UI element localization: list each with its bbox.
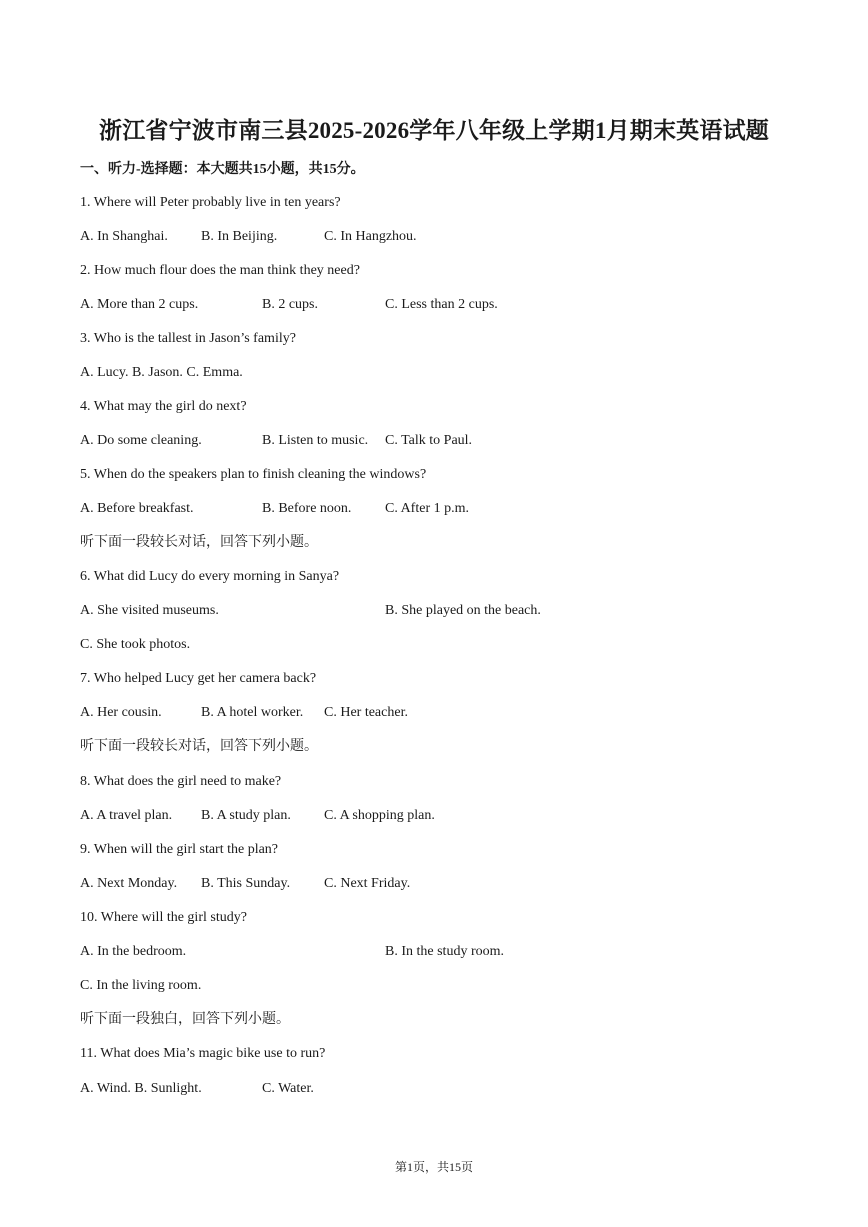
q4-option-b: B. Listen to music. bbox=[262, 433, 369, 448]
q8-option-c: C. A shopping plan. bbox=[324, 808, 435, 823]
question-1: 1. Where will Peter probably live in ten years? bbox=[80, 195, 341, 210]
question-3: 3. Who is the tallest in Jason’s family? bbox=[80, 331, 296, 346]
q5-option-a: A. Before breakfast. bbox=[80, 501, 194, 516]
instruction-monologue: 听下面一段独白，回答下列小题。 bbox=[80, 1012, 290, 1027]
q4-option-a: A. Do some cleaning. bbox=[80, 433, 202, 448]
instruction-dialogue-2: 听下面一段较长对话，回答下列小题。 bbox=[80, 739, 318, 754]
q7-option-a: A. Her cousin. bbox=[80, 705, 162, 720]
q8-option-b: B. A study plan. bbox=[201, 808, 291, 823]
q2-option-a: A. More than 2 cups. bbox=[80, 297, 199, 312]
q10-option-b: B. In the study room. bbox=[385, 944, 504, 959]
question-8: 8. What does the girl need to make? bbox=[80, 774, 282, 789]
q5-option-c: C. After 1 p.m. bbox=[385, 501, 469, 516]
page-footer: 第1页，共15页 bbox=[394, 1160, 473, 1174]
q11-option-ab: A. Wind. B. Sunlight. bbox=[80, 1081, 202, 1096]
q11-option-c: C. Water. bbox=[262, 1081, 314, 1096]
q6-option-b: B. She played on the beach. bbox=[385, 603, 541, 618]
q1-option-a: A. In Shanghai. bbox=[80, 229, 168, 244]
section-heading: 一、听力-选择题：本大题共15小题，共15分。 bbox=[80, 162, 365, 177]
q10-option-c: C. In the living room. bbox=[80, 978, 202, 993]
q1-option-b: B. In Beijing. bbox=[201, 229, 278, 244]
q9-option-a: A. Next Monday. bbox=[80, 876, 178, 891]
question-11: 11. What does Mia’s magic bike use to run? bbox=[80, 1046, 326, 1061]
q9-option-c: C. Next Friday. bbox=[324, 876, 411, 891]
question-9: 9. When will the girl start the plan? bbox=[80, 842, 279, 857]
question-10: 10. Where will the girl study? bbox=[80, 910, 247, 925]
instruction-dialogue-1: 听下面一段较长对话，回答下列小题。 bbox=[80, 535, 318, 550]
q5-option-b: B. Before noon. bbox=[262, 501, 352, 516]
page-title: 浙江省宁波市南三县2025-2026学年八年级上学期1月期末英语试题 bbox=[99, 118, 769, 143]
q7-option-b: B. A hotel worker. bbox=[201, 705, 304, 720]
question-6: 6. What did Lucy do every morning in Sanya? bbox=[80, 569, 340, 584]
q6-option-a: A. She visited museums. bbox=[80, 603, 219, 618]
q8-option-a: A. A travel plan. bbox=[80, 808, 173, 823]
question-5: 5. When do the speakers plan to finish cleaning the windows? bbox=[80, 467, 427, 482]
q4-option-c: C. Talk to Paul. bbox=[385, 433, 473, 448]
q10-option-a: A. In the bedroom. bbox=[80, 944, 187, 959]
question-2: 2. How much flour does the man think they need? bbox=[80, 263, 360, 278]
q2-option-b: B. 2 cups. bbox=[262, 297, 318, 312]
question-7: 7. Who helped Lucy get her camera back? bbox=[80, 671, 317, 686]
q9-option-b: B. This Sunday. bbox=[201, 876, 291, 891]
q3-options: A. Lucy. B. Jason. C. Emma. bbox=[80, 365, 243, 380]
question-4: 4. What may the girl do next? bbox=[80, 399, 247, 414]
q6-option-c: C. She took photos. bbox=[80, 637, 191, 652]
q2-option-c: C. Less than 2 cups. bbox=[385, 297, 498, 312]
q7-option-c: C. Her teacher. bbox=[324, 705, 408, 720]
q1-option-c: C. In Hangzhou. bbox=[324, 229, 417, 244]
